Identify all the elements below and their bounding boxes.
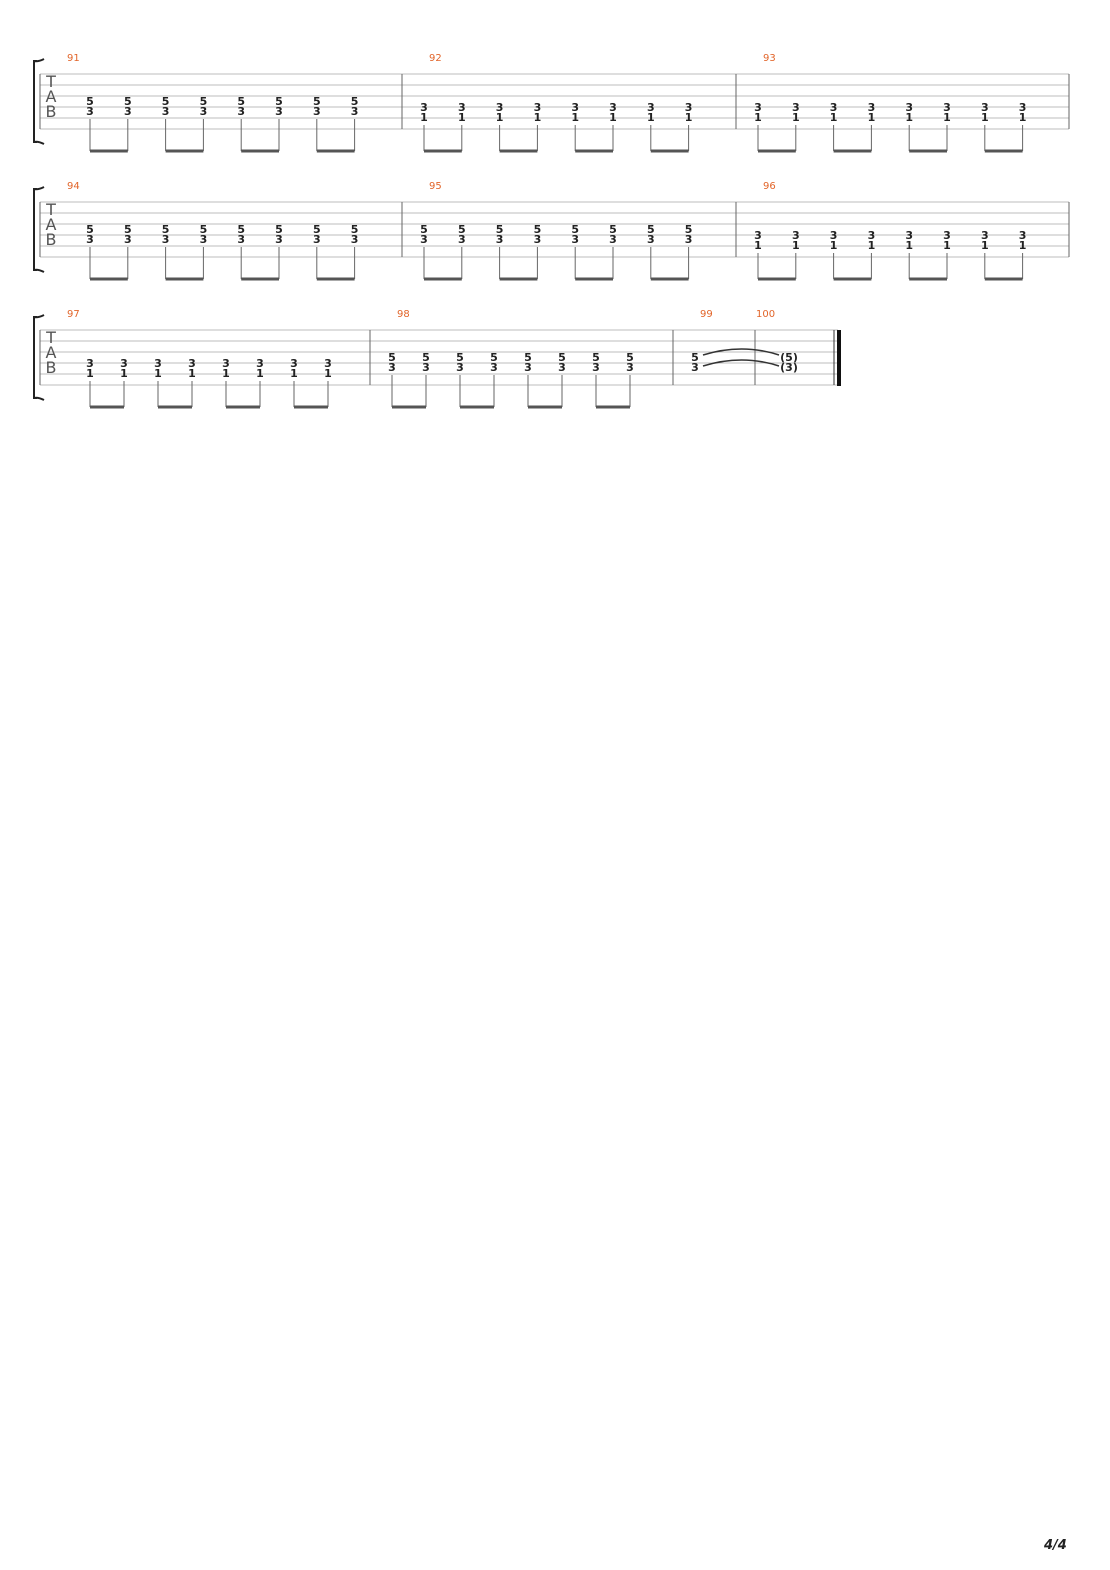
fret-number: 1 (457, 111, 466, 124)
fret-number: 3 (609, 233, 617, 246)
fret-number: 1 (120, 367, 128, 380)
fret-number: 3 (161, 105, 170, 118)
fret-number: 5 (312, 223, 321, 236)
fret-number: 5 (237, 95, 246, 108)
fret-number: 5 (609, 223, 617, 236)
fret-number: 3 (456, 361, 464, 374)
fret-number: 1 (905, 111, 914, 124)
fret-number: 5 (199, 223, 208, 236)
fret-number: 3 (829, 229, 838, 242)
fret-number: 1 (867, 111, 876, 124)
fret-number: 5 (161, 223, 170, 236)
system-bracket (34, 61, 37, 142)
fret-number: 3 (457, 101, 466, 114)
fret-number: 3 (905, 229, 914, 242)
fret-number: 3 (199, 233, 208, 246)
fret-number: 5 (275, 223, 283, 236)
fret-number: 1 (980, 111, 989, 124)
fret-number: 1 (495, 111, 504, 124)
fret-number: 3 (324, 357, 332, 370)
fret-number: 3 (571, 101, 580, 114)
fret-number: 3 (490, 361, 498, 374)
fret-number: 3 (829, 101, 838, 114)
measure-number: 99 (700, 309, 713, 320)
tab-clef-letter: B (45, 102, 57, 121)
fret-number: 5 (420, 223, 428, 236)
fret-number: 3 (256, 357, 264, 370)
fret-number: 3 (980, 101, 989, 114)
fret-number: 3 (571, 233, 580, 246)
fret-number: 3 (237, 105, 246, 118)
measure-number: 96 (763, 181, 776, 192)
fret-number: 3 (86, 105, 94, 118)
fret-number: 1 (533, 111, 542, 124)
fret-number: 3 (684, 233, 693, 246)
fret-number: 3 (86, 233, 94, 246)
fret-number: 1 (1018, 239, 1027, 252)
fret-number: 3 (312, 233, 321, 246)
fret-number: 3 (161, 233, 170, 246)
fret-number: 3 (457, 233, 466, 246)
fret-number: 3 (943, 229, 951, 242)
fret-number: 5 (312, 95, 321, 108)
fret-number: 3 (867, 229, 876, 242)
fret-number: 3 (558, 361, 566, 374)
measure-number: 91 (67, 53, 80, 64)
fret-number: 1 (420, 111, 428, 124)
fret-number: 5 (592, 351, 600, 364)
fret-number: 3 (222, 357, 230, 370)
measure-number: 98 (397, 309, 410, 320)
fret-number: 3 (592, 361, 600, 374)
fret-number: 3 (533, 233, 542, 246)
fret-number: 3 (422, 361, 430, 374)
fret-number: 3 (691, 361, 699, 374)
fret-number: (3) (780, 361, 798, 374)
fret-number: 1 (86, 367, 94, 380)
fret-number: 1 (791, 111, 800, 124)
fret-number: 5 (456, 351, 464, 364)
fret-number: 3 (420, 101, 428, 114)
fret-number: 1 (256, 367, 264, 380)
fret-number: 3 (275, 105, 283, 118)
fret-number: 5 (86, 95, 94, 108)
fret-number: 3 (275, 233, 283, 246)
fret-number: 1 (754, 239, 762, 252)
fret-number: 1 (646, 111, 655, 124)
fret-number: 1 (290, 367, 298, 380)
system-bracket (34, 317, 37, 398)
fret-number: 3 (86, 357, 94, 370)
fret-number: 1 (829, 239, 838, 252)
fret-number: 3 (684, 101, 693, 114)
fret-number: 3 (123, 233, 132, 246)
system-bracket (34, 189, 37, 270)
fret-number: 3 (123, 105, 132, 118)
fret-number: 5 (524, 351, 532, 364)
fret-number: 1 (905, 239, 914, 252)
tab-clef-letter: A (45, 343, 57, 362)
fret-number: 3 (188, 357, 196, 370)
fret-number: 3 (120, 357, 128, 370)
fret-number: 5 (422, 351, 430, 364)
fret-number: 1 (609, 111, 617, 124)
fret-number: 1 (154, 367, 162, 380)
tab-clef-letter: T (46, 200, 56, 219)
fret-number: 3 (626, 361, 634, 374)
measure-number: 100 (756, 309, 776, 320)
fret-number: 5 (495, 223, 504, 236)
fret-number: 3 (791, 101, 800, 114)
fret-number: 1 (943, 111, 951, 124)
tab-clef-letter: A (45, 215, 57, 234)
tab-clef-letter: B (45, 358, 57, 377)
fret-number: 5 (350, 223, 359, 236)
fret-number: 3 (1018, 229, 1027, 242)
fret-number: 5 (558, 351, 566, 364)
fret-number: 1 (867, 239, 876, 252)
fret-number: 3 (350, 233, 359, 246)
fret-number: 5 (161, 95, 170, 108)
fret-number: 3 (290, 357, 298, 370)
fret-number: 1 (188, 367, 196, 380)
fret-number: 3 (533, 101, 542, 114)
fret-number: 3 (237, 233, 246, 246)
fret-number: 1 (684, 111, 693, 124)
fret-number: 3 (199, 105, 208, 118)
fret-number: 3 (754, 229, 762, 242)
fret-number: 1 (754, 111, 762, 124)
tab-clef-letter: A (45, 87, 57, 106)
measure-number: 94 (67, 181, 80, 192)
fret-number: 1 (324, 367, 332, 380)
fret-number: 5 (626, 351, 634, 364)
fret-number: 5 (646, 223, 655, 236)
fret-number: 5 (237, 223, 246, 236)
fret-number: 3 (350, 105, 359, 118)
tab-clef-letter: T (46, 72, 56, 91)
fret-number: 1 (791, 239, 800, 252)
fret-number: 5 (490, 351, 498, 364)
fret-number: 5 (275, 95, 283, 108)
fret-number: 1 (943, 239, 951, 252)
page-number: 4/4 (1044, 1538, 1067, 1553)
fret-number: 3 (943, 101, 951, 114)
fret-number: 3 (867, 101, 876, 114)
measure-number: 95 (429, 181, 442, 192)
fret-number: 3 (1018, 101, 1027, 114)
fret-number: 5 (388, 351, 396, 364)
tab-clef-letter: B (45, 230, 57, 249)
fret-number: 3 (609, 101, 617, 114)
fret-number: 5 (691, 351, 699, 364)
fret-number: 5 (199, 95, 208, 108)
fret-number: 5 (86, 223, 94, 236)
fret-number: 5 (123, 95, 132, 108)
fret-number: 5 (123, 223, 132, 236)
fret-number: 1 (222, 367, 230, 380)
fret-number: 3 (754, 101, 762, 114)
fret-number: 3 (791, 229, 800, 242)
measure-number: 93 (763, 53, 776, 64)
fret-number: 5 (533, 223, 542, 236)
measure-number: 92 (429, 53, 442, 64)
fret-number: 5 (457, 223, 466, 236)
fret-number: 3 (646, 233, 655, 246)
fret-number: 3 (154, 357, 162, 370)
fret-number: 3 (524, 361, 532, 374)
fret-number: 5 (684, 223, 693, 236)
fret-number: 1 (571, 111, 580, 124)
fret-number: 1 (829, 111, 838, 124)
fret-number: 3 (495, 101, 504, 114)
fret-number: 1 (980, 239, 989, 252)
fret-number: 3 (980, 229, 989, 242)
fret-number: 3 (388, 361, 396, 374)
measure-number: 97 (67, 309, 80, 320)
fret-number: 3 (420, 233, 428, 246)
fret-number: (5) (780, 351, 798, 364)
fret-number: 3 (646, 101, 655, 114)
fret-number: 1 (1018, 111, 1027, 124)
fret-number: 5 (350, 95, 359, 108)
fret-number: 3 (495, 233, 504, 246)
tab-clef-letter: T (46, 328, 56, 347)
fret-number: 3 (312, 105, 321, 118)
fret-number: 5 (571, 223, 580, 236)
fret-number: 3 (905, 101, 914, 114)
